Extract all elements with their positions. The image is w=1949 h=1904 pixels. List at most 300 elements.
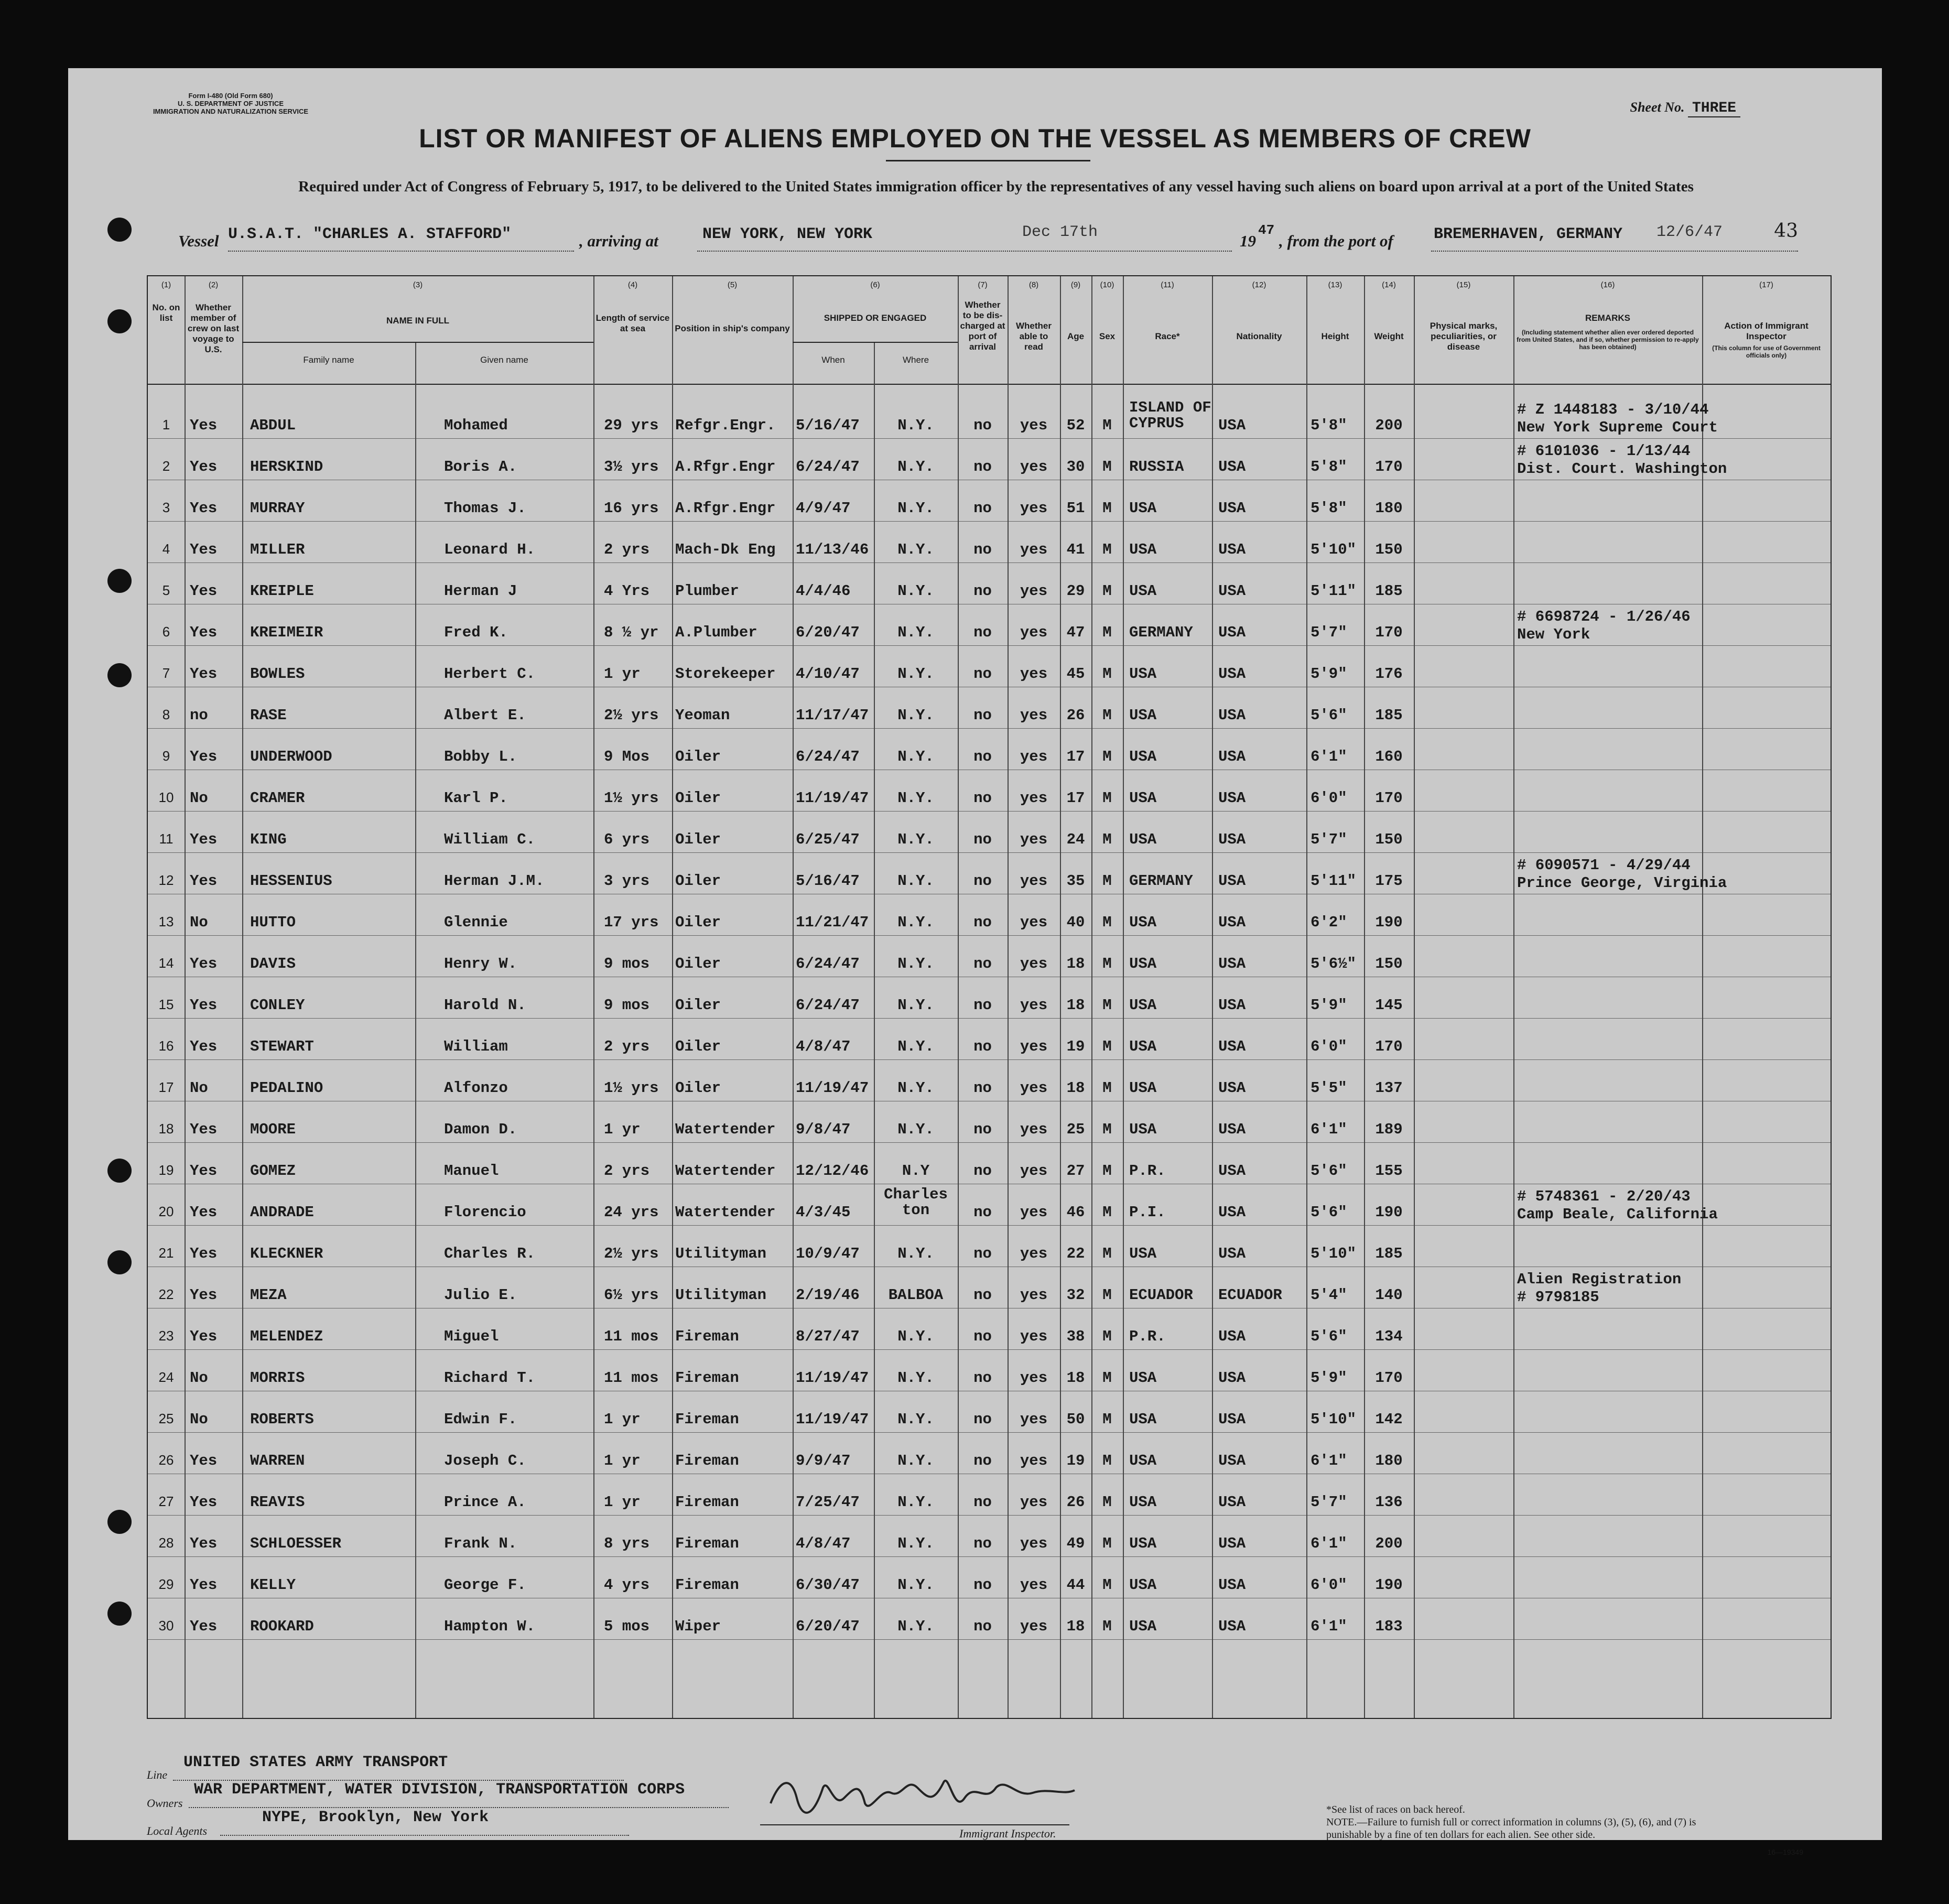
inspector-signature	[760, 1767, 1085, 1824]
cell-sex: M	[1102, 1369, 1112, 1387]
row-rule	[148, 1349, 1831, 1350]
cell-family: REAVIS	[250, 1494, 305, 1511]
cell-family: KLECKNER	[250, 1245, 323, 1262]
cell-family: MURRAY	[250, 500, 305, 517]
owners-label: Owners	[147, 1797, 183, 1810]
punch-hole	[107, 1602, 132, 1626]
table-row	[148, 656, 1831, 697]
row-rule	[148, 1515, 1831, 1516]
cell-race: USA	[1129, 1369, 1157, 1387]
row-rule	[148, 728, 1831, 729]
cell-discharged: no	[973, 458, 992, 475]
form-identifier	[142, 92, 320, 115]
cell-race: USA	[1129, 541, 1157, 558]
table-row	[148, 1070, 1831, 1111]
remark-entry	[1517, 401, 1718, 437]
line-value: UNITED STATES ARMY TRANSPORT	[183, 1754, 448, 1771]
cell-service: 16 yrs	[604, 500, 659, 517]
cell-position: Refgr.Engr.	[675, 417, 776, 434]
column-number: (2)	[208, 280, 219, 289]
cell-given: William C.	[444, 831, 536, 848]
cell-when: 6/24/47	[796, 955, 860, 972]
cell-read: yes	[1020, 1079, 1048, 1097]
cell-prev: Yes	[190, 872, 218, 890]
cell-height: 6'1"	[1311, 748, 1347, 765]
cell-height: 5'7"	[1311, 1494, 1347, 1511]
vessel-name: U.S.A.T. "CHARLES A. STAFFORD"	[228, 225, 512, 243]
vessel-label: Vessel	[178, 232, 219, 250]
sheet-number-label: Sheet No.	[1630, 100, 1685, 115]
table-row	[148, 490, 1831, 532]
cell-sex: M	[1102, 789, 1112, 807]
cell-position: Oiler	[675, 914, 721, 931]
cell-given: Herman J.M.	[444, 872, 545, 890]
cell-service: 1 yr	[604, 665, 641, 683]
cell-given: Hampton W.	[444, 1618, 536, 1635]
cell-nationality: USA	[1218, 831, 1246, 848]
cell-age: 25	[1066, 1121, 1085, 1138]
cell-discharged: no	[973, 1452, 992, 1469]
cell-weight: 155	[1375, 1162, 1403, 1180]
column-number: (3)	[413, 280, 423, 289]
cell-prev: No	[190, 1369, 208, 1387]
cell-weight: 136	[1375, 1494, 1403, 1511]
cell-weight: 190	[1375, 1204, 1403, 1221]
cell-weight: 150	[1375, 831, 1403, 848]
cell-race: USA	[1129, 1535, 1157, 1552]
column-header: Length of service at sea	[595, 313, 670, 333]
page-subtitle: Required under Act of Congress of February 5, 1917, to be delivered to the United States immigration officer by the representatives of any vessel having such aliens on board upon arrival at a port of the United States	[298, 178, 1694, 195]
cell-sex: M	[1102, 1411, 1112, 1428]
cell-age: 41	[1066, 541, 1085, 558]
cell-position: Watertender	[675, 1204, 776, 1221]
column-divider	[672, 276, 673, 1718]
cell-no: 15	[158, 997, 174, 1012]
cell-given: Herbert C.	[444, 665, 536, 683]
cell-read: yes	[1020, 748, 1048, 765]
cell-height: 5'6"	[1311, 1204, 1347, 1221]
column-subheader: Family name	[303, 355, 354, 365]
cell-discharged: no	[973, 789, 992, 807]
cell-discharged: no	[973, 1286, 992, 1304]
cell-read: yes	[1020, 1162, 1048, 1180]
cell-height: 5'11"	[1311, 872, 1357, 890]
remark-line: # 6101036 - 1/13/44	[1517, 442, 1691, 460]
cell-race: USA	[1129, 1618, 1157, 1635]
cell-service: 9 Mos	[604, 748, 650, 765]
cell-given: Albert E.	[444, 707, 526, 724]
cell-when: 2/19/46	[796, 1286, 860, 1304]
table-row	[148, 697, 1831, 739]
cell-race: ISLAND OF CYPRUS	[1129, 399, 1211, 432]
arrival-date: Dec 17th	[1022, 223, 1098, 241]
cell-weight: 140	[1375, 1286, 1403, 1304]
column-header: No. on list	[152, 302, 180, 323]
cell-race: USA	[1129, 665, 1157, 683]
cell-no: 26	[158, 1452, 174, 1468]
remark-line: Dist. Court. Washington	[1517, 460, 1727, 478]
column-header: Sex	[1099, 331, 1116, 341]
cell-sex: M	[1102, 1328, 1112, 1345]
cell-age: 18	[1066, 955, 1085, 972]
cell-no: 23	[158, 1328, 174, 1344]
cell-prev: Yes	[190, 1204, 218, 1221]
cell-where: N.Y.	[897, 707, 934, 724]
cell-height: 5'4"	[1311, 1286, 1347, 1304]
cell-position: Fireman	[675, 1494, 739, 1511]
cell-age: 18	[1066, 1618, 1085, 1635]
column-subheader: When	[821, 355, 845, 365]
cell-height: 5'8"	[1311, 417, 1347, 434]
cell-nationality: USA	[1218, 707, 1246, 724]
cell-no: 7	[162, 665, 170, 681]
cell-sex: M	[1102, 707, 1112, 724]
cell-no: 10	[158, 789, 174, 805]
column-header: Physical marks, peculiarities, or disease	[1430, 321, 1498, 352]
cell-sex: M	[1102, 1162, 1112, 1180]
column-number: (4)	[627, 280, 638, 289]
cell-family: KREIMEIR	[250, 624, 323, 641]
cell-height: 5'10"	[1311, 1411, 1357, 1428]
cell-when: 11/19/47	[796, 1411, 869, 1428]
cell-position: Oiler	[675, 872, 721, 890]
cell-given: Julio E.	[444, 1286, 517, 1304]
column-divider	[1364, 276, 1365, 1718]
column-number: (10)	[1100, 280, 1114, 289]
cell-when: 4/8/47	[796, 1038, 851, 1055]
cell-height: 5'5"	[1311, 1079, 1347, 1097]
cell-when: 11/19/47	[796, 1079, 869, 1097]
cell-no: 25	[158, 1411, 174, 1426]
column-header: Position in ship's company	[675, 323, 790, 333]
cell-service: 29 yrs	[604, 417, 659, 434]
cell-when: 6/20/47	[796, 624, 860, 641]
cell-family: UNDERWOOD	[250, 748, 332, 765]
cell-age: 18	[1066, 1079, 1085, 1097]
cell-read: yes	[1020, 1121, 1048, 1138]
cell-no: 21	[158, 1245, 174, 1261]
vessel-line	[178, 222, 1803, 257]
cell-given: Manuel	[444, 1162, 499, 1180]
column-subheader: Where	[902, 355, 929, 365]
cell-weight: 150	[1375, 955, 1403, 972]
cell-prev: Yes	[190, 582, 218, 600]
cell-no: 2	[162, 458, 170, 474]
column-header: Whether able to read	[1016, 321, 1052, 352]
cell-position: Watertender	[675, 1162, 776, 1180]
cell-when: 7/25/47	[796, 1494, 860, 1511]
cell-height: 5'9"	[1311, 665, 1347, 683]
cell-nationality: USA	[1218, 997, 1246, 1014]
cell-when: 6/25/47	[796, 831, 860, 848]
cell-age: 45	[1066, 665, 1085, 683]
table-row	[148, 1567, 1831, 1608]
cell-age: 38	[1066, 1328, 1085, 1345]
cell-sex: M	[1102, 1204, 1112, 1221]
cell-age: 27	[1066, 1162, 1085, 1180]
table-row	[148, 946, 1831, 987]
cell-when: 4/10/47	[796, 665, 860, 683]
cell-service: 2½ yrs	[604, 707, 659, 724]
punch-hole	[107, 1510, 132, 1534]
cell-weight: 190	[1375, 1576, 1403, 1594]
row-rule	[148, 562, 1831, 563]
cell-family: CRAMER	[250, 789, 305, 807]
cell-service: 2 yrs	[604, 1162, 650, 1180]
punch-hole	[107, 663, 132, 687]
cell-when: 4/9/47	[796, 500, 851, 517]
cell-read: yes	[1020, 955, 1048, 972]
cell-race: USA	[1129, 1452, 1157, 1469]
cell-prev: Yes	[190, 1038, 218, 1055]
row-rule	[148, 852, 1831, 853]
cell-race: USA	[1129, 748, 1157, 765]
cell-prev: Yes	[190, 417, 218, 434]
cell-no: 19	[158, 1162, 174, 1178]
cell-service: 2 yrs	[604, 541, 650, 558]
cell-read: yes	[1020, 789, 1048, 807]
cell-nationality: USA	[1218, 1452, 1246, 1469]
cell-age: 46	[1066, 1204, 1085, 1221]
cell-race: RUSSIA	[1129, 458, 1184, 475]
cell-where: Charles ton	[884, 1186, 948, 1219]
cell-race: USA	[1129, 1245, 1157, 1262]
cell-race: USA	[1129, 500, 1157, 517]
cell-race: USA	[1129, 582, 1157, 600]
cell-read: yes	[1020, 665, 1048, 683]
cell-nationality: USA	[1218, 914, 1246, 931]
cell-weight: 142	[1375, 1411, 1403, 1428]
cell-nationality: USA	[1218, 1121, 1246, 1138]
column-divider	[593, 276, 594, 1718]
cell-when: 11/19/47	[796, 789, 869, 807]
cell-age: 35	[1066, 872, 1085, 890]
column-divider	[958, 276, 959, 1718]
cell-age: 32	[1066, 1286, 1085, 1304]
column-number: (7)	[978, 280, 988, 289]
cell-nationality: USA	[1218, 1576, 1246, 1594]
cell-read: yes	[1020, 541, 1048, 558]
year-suffix: 47	[1258, 222, 1275, 238]
cell-discharged: no	[973, 831, 992, 848]
cell-family: MOORE	[250, 1121, 296, 1138]
cell-where: N.Y.	[897, 1328, 934, 1345]
cell-age: 26	[1066, 1494, 1085, 1511]
sheet-number	[1630, 100, 1740, 116]
cell-no: 11	[159, 831, 174, 847]
cell-when: 9/9/47	[796, 1452, 851, 1469]
cell-where: N.Y.	[897, 500, 934, 517]
cell-no: 16	[158, 1038, 174, 1054]
from-label: , from the port of	[1279, 232, 1393, 250]
cell-race: USA	[1129, 914, 1157, 931]
cell-service: 3 yrs	[604, 872, 650, 890]
cell-position: Fireman	[675, 1452, 739, 1469]
cell-age: 18	[1066, 997, 1085, 1014]
cell-given: Bobby L.	[444, 748, 517, 765]
cell-position: Mach-Dk Eng	[675, 541, 776, 558]
row-rule	[148, 1639, 1831, 1640]
cell-height: 5'8"	[1311, 500, 1347, 517]
cell-discharged: no	[973, 541, 992, 558]
column-header: SHIPPED OR ENGAGED	[824, 313, 927, 323]
cell-nationality: USA	[1218, 1535, 1246, 1552]
table-row	[148, 904, 1831, 946]
subcolumn-divider	[415, 342, 416, 1718]
cell-sex: M	[1102, 1079, 1112, 1097]
cell-weight: 175	[1375, 872, 1403, 890]
cell-age: 19	[1066, 1038, 1085, 1055]
cell-service: 1½ yrs	[604, 789, 659, 807]
cell-weight: 190	[1375, 914, 1403, 931]
cell-discharged: no	[973, 1204, 992, 1221]
column-note: (This column for use of Government officials only)	[1712, 344, 1821, 359]
cell-prev: Yes	[190, 665, 218, 683]
column-header: Nationality	[1236, 331, 1282, 341]
cell-race: USA	[1129, 955, 1157, 972]
cell-service: 1 yr	[604, 1121, 641, 1138]
cell-position: Oiler	[675, 831, 721, 848]
cell-position: Oiler	[675, 789, 721, 807]
remark-entry	[1517, 857, 1727, 892]
cell-height: 6'1"	[1311, 1121, 1347, 1138]
cell-height: 5'9"	[1311, 1369, 1347, 1387]
column-divider	[1091, 276, 1092, 1718]
cell-family: MELENDEZ	[250, 1328, 323, 1345]
cell-service: 3½ yrs	[604, 458, 659, 475]
table-row	[148, 1029, 1831, 1070]
cell-height: 5'6½"	[1311, 955, 1357, 972]
column-number: (15)	[1456, 280, 1471, 289]
column-number: (6)	[870, 280, 880, 289]
cell-age: 22	[1066, 1245, 1085, 1262]
cell-when: 5/16/47	[796, 872, 860, 890]
cell-sex: M	[1102, 1121, 1112, 1138]
table-row	[148, 1443, 1831, 1484]
cell-family: ABDUL	[250, 417, 296, 434]
cell-prev: Yes	[190, 1162, 218, 1180]
cell-position: Oiler	[675, 748, 721, 765]
cell-family: KREIPLE	[250, 582, 314, 600]
column-divider	[1212, 276, 1213, 1718]
cell-where: N.Y.	[897, 1369, 934, 1387]
cell-height: 5'8"	[1311, 458, 1347, 475]
cell-given: Leonard H.	[444, 541, 536, 558]
cell-service: 24 yrs	[604, 1204, 659, 1221]
cell-when: 4/3/45	[796, 1204, 851, 1221]
cell-prev: No	[190, 914, 208, 931]
cell-age: 51	[1066, 500, 1085, 517]
cell-where: N.Y	[902, 1162, 930, 1180]
remark-line: New York	[1517, 626, 1590, 643]
cell-weight: 170	[1375, 789, 1403, 807]
cell-race: USA	[1129, 707, 1157, 724]
cell-service: 1 yr	[604, 1494, 641, 1511]
cell-given: Frank N.	[444, 1535, 517, 1552]
column-divider	[185, 276, 186, 1718]
cell-read: yes	[1020, 1618, 1048, 1635]
cell-when: 4/8/47	[796, 1535, 851, 1552]
remark-line: # 5748361 - 2/20/43	[1517, 1188, 1691, 1205]
vessel-name-underline	[228, 251, 574, 252]
cell-position: Fireman	[675, 1411, 739, 1428]
cell-weight: 137	[1375, 1079, 1403, 1097]
arriving-port: NEW YORK, NEW YORK	[702, 225, 873, 243]
cell-weight: 160	[1375, 748, 1403, 765]
table-row	[148, 1318, 1831, 1360]
agents-label: Local Agents	[147, 1824, 208, 1837]
cell-age: 40	[1066, 914, 1085, 931]
cell-given: Prince A.	[444, 1494, 526, 1511]
from-port: BREMERHAVEN, GERMANY	[1434, 225, 1623, 243]
column-number: (17)	[1759, 280, 1773, 289]
cell-family: GOMEZ	[250, 1162, 296, 1180]
agents-value: NYPE, Brooklyn, New York	[262, 1809, 489, 1826]
cell-family: ANDRADE	[250, 1204, 314, 1221]
cell-race: USA	[1129, 1411, 1157, 1428]
cell-nationality: USA	[1218, 541, 1246, 558]
cell-sex: M	[1102, 665, 1112, 683]
table-row	[148, 1608, 1831, 1650]
cell-when: 11/21/47	[796, 914, 869, 931]
cell-weight: 180	[1375, 1452, 1403, 1469]
column-number: (5)	[727, 280, 738, 289]
cell-no: 18	[158, 1121, 174, 1137]
cell-nationality: USA	[1218, 1079, 1246, 1097]
cell-weight: 185	[1375, 1245, 1403, 1262]
cell-service: 11 mos	[604, 1328, 659, 1345]
cell-age: 50	[1066, 1411, 1085, 1428]
cell-service: 4 Yrs	[604, 582, 650, 600]
cell-no: 20	[158, 1204, 174, 1219]
cell-family: SCHLOESSER	[250, 1535, 342, 1552]
cell-position: Oiler	[675, 1079, 721, 1097]
cell-sex: M	[1102, 417, 1112, 434]
cell-position: A.Plumber	[675, 624, 757, 641]
cell-given: Harold N.	[444, 997, 526, 1014]
arriving-underline	[697, 251, 1232, 252]
cell-given: Damon D.	[444, 1121, 517, 1138]
cell-where: N.Y.	[897, 831, 934, 848]
cell-position: Fireman	[675, 1328, 739, 1345]
cell-read: yes	[1020, 1038, 1048, 1055]
cell-read: yes	[1020, 1328, 1048, 1345]
cell-discharged: no	[973, 914, 992, 931]
cell-weight: 185	[1375, 582, 1403, 600]
cell-where: N.Y.	[897, 997, 934, 1014]
column-number: (13)	[1328, 280, 1342, 289]
cell-family: MEZA	[250, 1286, 287, 1304]
cell-given: George F.	[444, 1576, 526, 1594]
cell-sex: M	[1102, 458, 1112, 475]
cell-nationality: USA	[1218, 1038, 1246, 1055]
cell-race: USA	[1129, 1494, 1157, 1511]
table-body	[148, 386, 1831, 1679]
cell-race: P.I.	[1129, 1204, 1166, 1221]
remark-entry	[1517, 442, 1727, 478]
punch-hole	[107, 218, 132, 242]
cell-prev: Yes	[190, 500, 218, 517]
cell-read: yes	[1020, 582, 1048, 600]
cell-height: 5'6"	[1311, 1162, 1347, 1180]
cell-family: ROOKARD	[250, 1618, 314, 1635]
cell-family: WARREN	[250, 1452, 305, 1469]
cell-read: yes	[1020, 458, 1048, 475]
cell-no: 14	[158, 955, 174, 971]
cell-nationality: USA	[1218, 1162, 1246, 1180]
row-rule	[148, 1556, 1831, 1557]
column-divider	[1306, 276, 1307, 1718]
